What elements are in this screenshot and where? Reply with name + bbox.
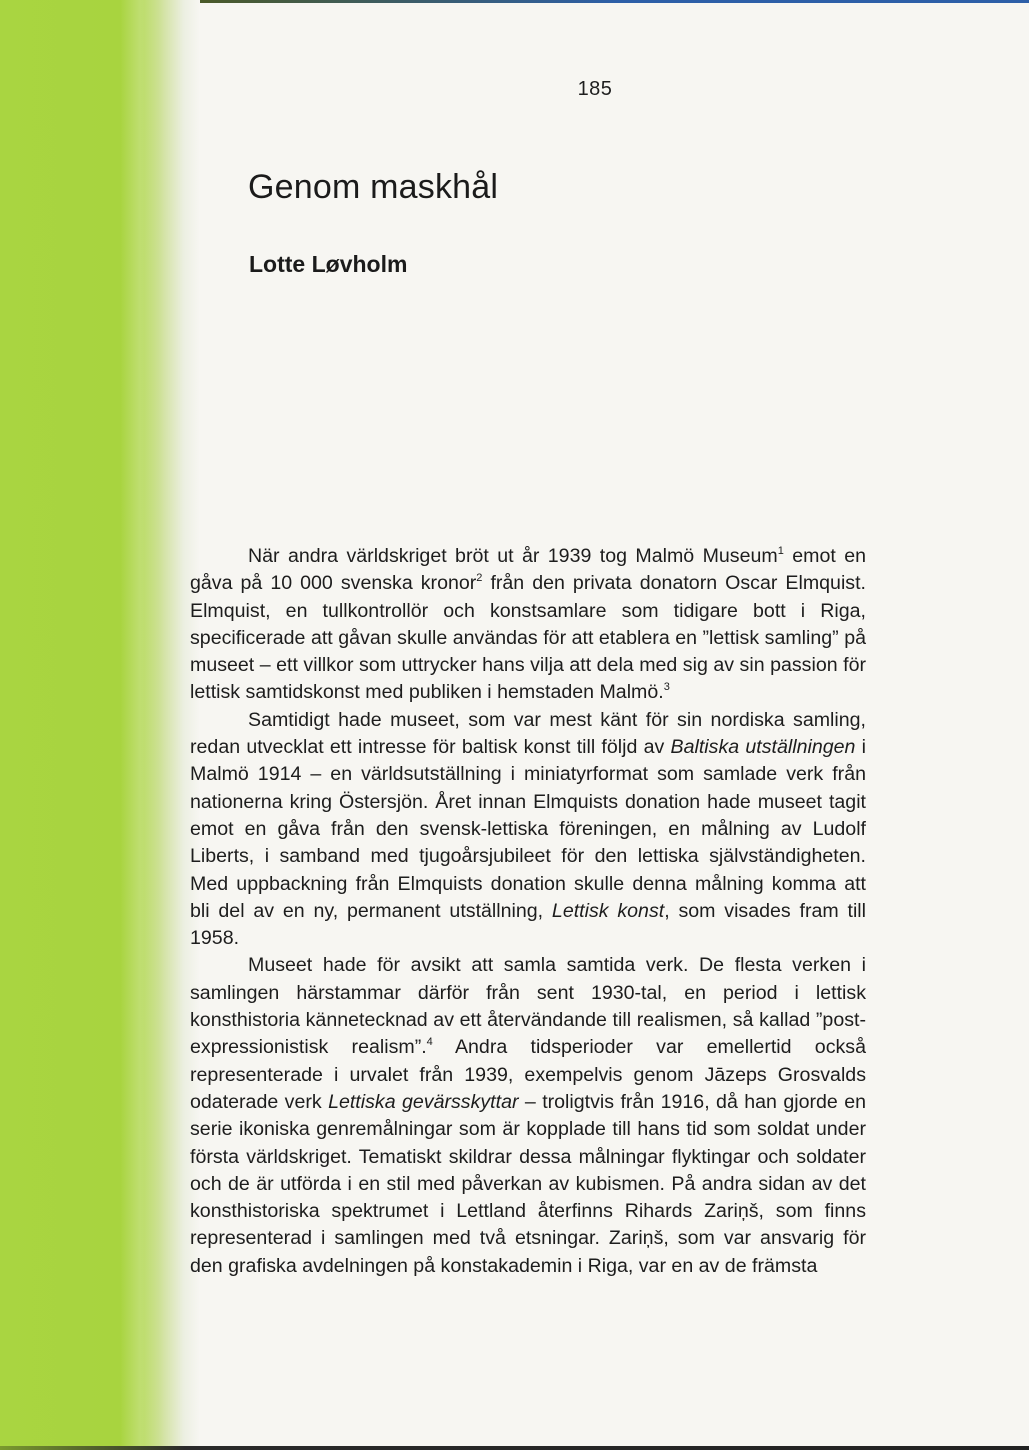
chapter-title: Genom maskhål — [248, 168, 499, 206]
text-run: När andra världskriget bröt ut år 1939 tog Malmö Museum — [248, 545, 778, 567]
text-run: , som visades fram till 1958. — [190, 899, 867, 950]
page-number: 185 — [577, 78, 613, 100]
italic-title: Lettisk konst — [551, 899, 665, 922]
text-run: Andra tidsperioder var emellertid också representerade i urvalet från 1939, exempelvis genom Jāzeps Grosvalds odaterade verk — [190, 1036, 866, 1113]
footnote-ref[interactable]: 3 — [663, 681, 670, 694]
book-spine-gutter — [0, 0, 200, 1450]
spine-highlight — [120, 0, 160, 1450]
body-text — [190, 543, 866, 1280]
paragraph — [190, 707, 866, 953]
italic-title: Lettiska gevärsskyttar — [328, 1090, 519, 1113]
page-bottom-edge — [0, 1446, 1029, 1450]
text-run: Samtidigt hade museet, som var mest känt för sin nordiska samling, redan utvecklat ett intresse för baltisk konst till följd av — [190, 708, 866, 759]
paragraph — [190, 952, 866, 1280]
text-run: i Malmö 1914 – en världsutställning i miniatyrformat som samlade verk från nationerna kring Östersjön. Året innan Elmquists donation hade museet tagit emot en gåva från den svensk-lettiska föreningen, en målning av Ludolf Liberts, i samband med tjugoårsjubileet för den lettiska självständigheten. Med uppbackning från Elmquists donation skulle denna målning komma att bli del av en ny, permanent utställning, — [190, 736, 867, 922]
text-run: emot en gåva på 10 000 svenska kronor — [190, 545, 866, 595]
footnote-ref[interactable]: 4 — [426, 1036, 433, 1049]
footnote-ref[interactable]: 1 — [777, 545, 784, 557]
footnote-ref[interactable]: 2 — [476, 572, 483, 585]
text-run: från den privata donatorn Oscar Elmquist. Elmquist, en tullkontrollör och konstsamlare som tidigare bott i Riga, specificerade att gåvan skulle användas för att etablera en ”lettisk samling” på museet – ett villkor som uttrycker hans vilja att dela med sig av sin passion för lettisk samtidskonst med publiken i hemstaden Malmö. — [190, 572, 866, 704]
text-run: Museet hade för avsikt att samla samtida verk. De flesta verken i samlingen härstammar därför från sent 1930-tal, en period i lettisk konsthistoria kännetecknad av ett återvändande till realismen, så kallad ”post-expressionistisk realism”. — [190, 954, 866, 1059]
text-run: – troligtvis från 1916, då han gjorde en serie ikoniska genremålningar som är kopplade till hans tid som soldat under första världskriget. Tematiskt skildrar dessa målningar flyktingar och soldater och de är utförda i en stil med påverkan av kubismen. På andra sidan av det konsthistoriska spektrumet i Lettland återfinns Rihards Zariņš, som finns representerad i samlingen med två etsningar. Zariņš, som var ansvarig för den grafiska avdelningen på konstakademin i Riga, var en av de främsta — [190, 1090, 866, 1277]
paragraph — [190, 543, 866, 707]
chapter-author: Lotte Løvholm — [249, 251, 408, 277]
italic-title: Baltiska utställningen — [670, 736, 856, 759]
